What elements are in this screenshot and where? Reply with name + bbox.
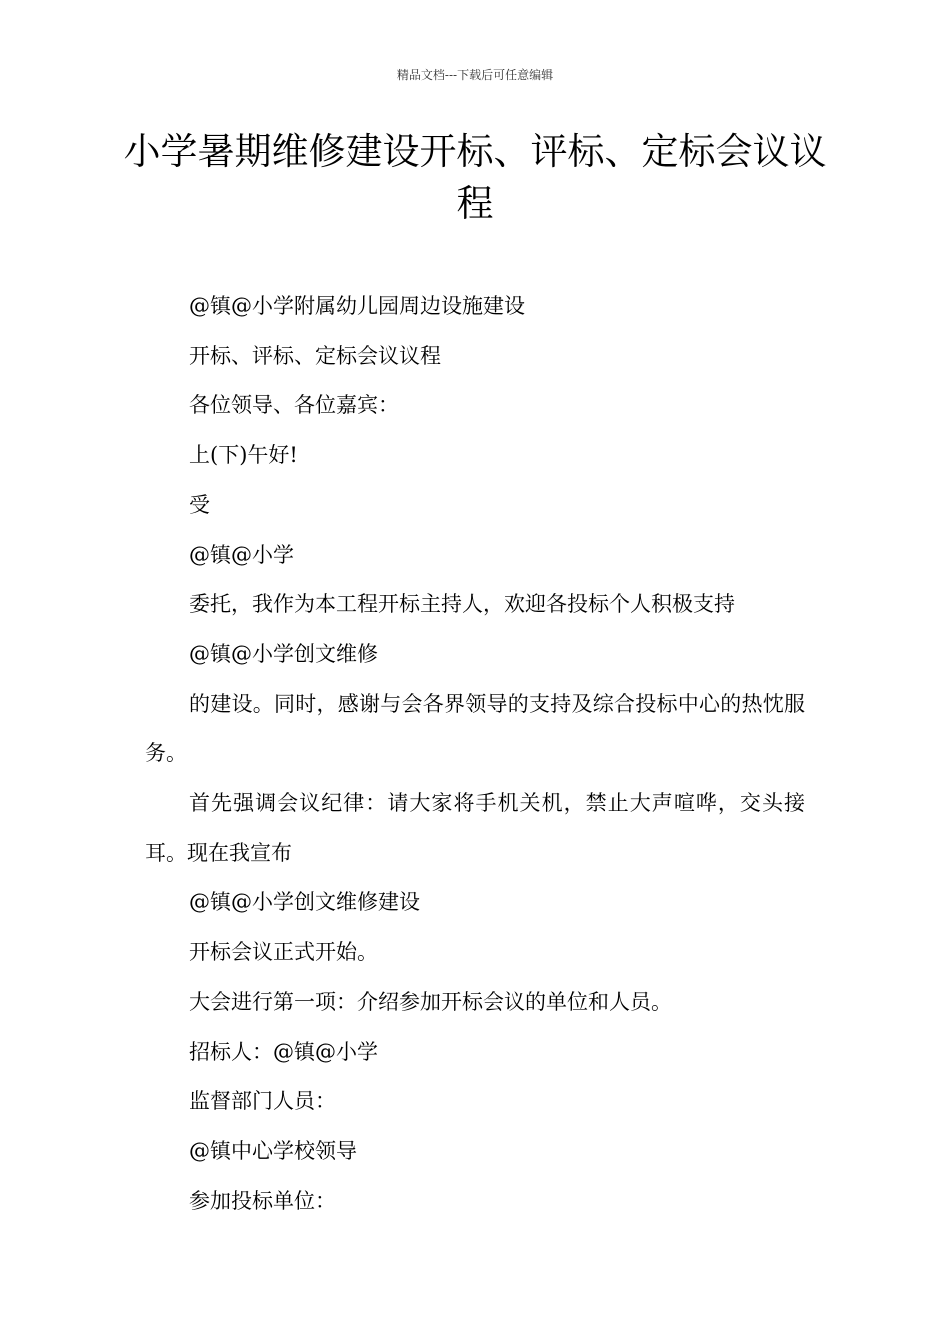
paragraph: 的建设。同时，感谢与会各界领导的支持及综合投标中心的热忱服务。 <box>145 691 805 766</box>
paragraph: 开标、评标、定标会议议程 <box>189 343 441 368</box>
paragraph: 受 <box>189 492 210 517</box>
document-body <box>145 282 805 1226</box>
paragraph: 参加投标单位： <box>189 1188 336 1213</box>
paragraph: @镇中心学校领导 <box>189 1138 357 1163</box>
paragraph: 监督部门人员： <box>189 1089 336 1114</box>
paragraph: @镇@小学 <box>189 542 294 567</box>
paragraph: @镇@小学创文维修建设 <box>189 890 420 915</box>
paragraph: @镇@小学附属幼儿园周边设施建设 <box>189 294 525 318</box>
paragraph: 招标人：@镇@小学 <box>189 1039 378 1064</box>
paragraph: 各位领导、各位嘉宾： <box>189 393 399 418</box>
paragraph: 开标会议正式开始。 <box>189 940 378 965</box>
paragraph: 大会进行第一项：介绍参加开标会议的单位和人员。 <box>189 989 672 1014</box>
page-header-note: 精品文档---下载后可任意编辑 <box>396 68 554 82</box>
paragraph: 委托，我作为本工程开标主持人，欢迎各投标个人积极支持 <box>189 592 735 617</box>
document-title: 小学暑期维修建设开标、评标、定标会议议程 <box>123 130 827 225</box>
paragraph: 首先强调会议纪律：请大家将手机关机，禁止大声喧哗，交头接耳。现在我宣布 <box>145 791 805 865</box>
paragraph: 上(下)午好! <box>189 443 298 468</box>
paragraph: @镇@小学创文维修 <box>189 641 378 666</box>
